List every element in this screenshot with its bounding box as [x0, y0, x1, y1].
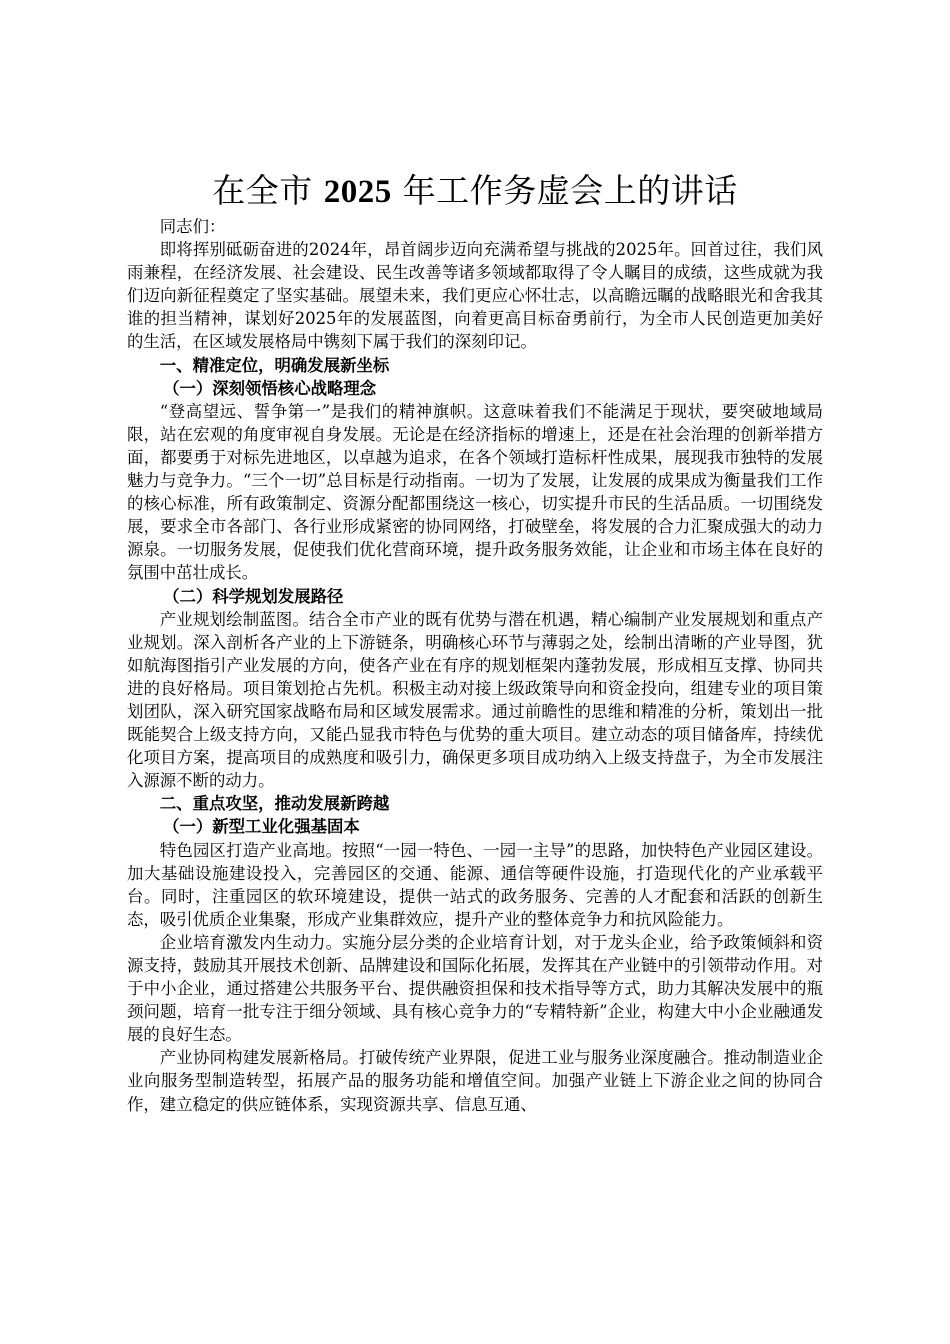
- section-1-sub-1-heading: （一）深刻领悟核心战略理念: [163, 378, 377, 398]
- title-prefix: 在全市: [212, 171, 324, 210]
- section-1-heading: 一、精准定位，明确发展新坐标: [159, 355, 390, 375]
- title-suffix: 年工作务虚会上的讲话: [391, 171, 738, 210]
- section-2-sub-1-paragraph-2: 企业培育激发内生动力。实施分层分类的企业培育计划，对于龙头企业，给予政策倾斜和资源支持，鼓励其开展技术创新、品牌建设和国际化拓展，发挥其在产业链中的引领带动作用。对于中小企业，通过搭建公共服务平台、提供融资担保和技术指导等方式，助力其解决发展中的瓶颈问题，培育一批专注于细分领域、具有核心竞争力的“专精特新”企业，构建大中小企业融通发展的良好生态。: [127, 932, 823, 1045]
- section-1-sub-1-paragraph: “登高望远、誓争第一”是我们的精神旗帜。这意味着我们不能满足于现状，要突破地域局限，站在宏观的角度审视自身发展。无论是在经济指标的增速上，还是在社会治理的创新举措方面，都要勇于对标先进地区，以卓越为追求，在各个领域打造标杆性成果，展现我市独特的发展魅力与竞争力。“三个一切”总目标是行动指南。一切为了发展，让发展的成果成为衡量我们工作的核心标准，所有政策制定、资源分配都围绕这一核心，切实提升市民的生活品质。一切围绕发展，要求全市各部门、各行业形成紧密的协同网络，打破壁垒，将发展的合力汇聚成强大的动力源泉。一切服务发展，促使我们优化营商环境，提升政务服务效能，让企业和市场主体在良好的氛围中茁壮成长。: [127, 401, 823, 583]
- title-year: 2025: [323, 174, 392, 210]
- document-title: [127, 168, 823, 215]
- document-page: [127, 168, 823, 1116]
- section-2-sub-1-paragraph-3: 产业协同构建发展新格局。打破传统产业界限，促进工业与服务业深度融合。推动制造业企业向服务型制造转型，拓展产品的服务功能和增值空间。加强产业链上下游企业之间的协同合作，建立稳定的供应链体系，实现资源共享、信息互通、: [127, 1048, 823, 1114]
- document-body: [127, 215, 823, 1116]
- section-2-sub-1-paragraph-1: 特色园区打造产业高地。按照“一园一特色、一园一主导”的思路，加快特色产业园区建设。加大基础设施建设投入，完善园区的交通、能源、通信等硬件设施，打造现代化的产业承载平台。同时，注重园区的软环境建设，提供一站式的政务服务、完善的人才配套和活跃的创新生态，吸引优质企业集聚，形成产业集群效应，提升产业的整体竞争力和抗风险能力。: [127, 840, 823, 929]
- salutation: 同志们：: [159, 217, 226, 236]
- section-2-sub-1-heading: （一）新型工业化强基固本: [163, 817, 360, 837]
- section-1-sub-2-paragraph: 产业规划绘制蓝图。结合全市产业的既有优势与潜在机遇，精心编制产业发展规划和重点产业规划。深入剖析各产业的上下游链条，明确核心环节与薄弱之处，绘制出清晰的产业导图，犹如航海图指引产业发展的方向，使各产业在有序的规划框架内蓬勃发展，形成相互支撑、协同共进的良好格局。项目策划抢占先机。积极主动对接上级政策导向和资金投向，组建专业的项目策划团队，深入研究国家战略布局和区域发展需求。通过前瞻性的思维和精准的分析，策划出一批既能契合上级支持方向，又能凸显我市特色与优势的重大项目。建立动态的项目储备库，持续优化项目方案，提高项目的成熟度和吸引力，确保更多项目成功纳入上级支持盘子，为全市发展注入源源不断的动力。: [127, 609, 823, 791]
- section-1-sub-2-heading: （二）科学规划发展路径: [163, 586, 344, 606]
- section-2-heading: 二、重点攻坚，推动发展新跨越: [159, 794, 390, 814]
- intro-paragraph: 即将挥别砥砺奋进的2024年，昂首阔步迈向充满希望与挑战的2025年。回首过往，我们风雨兼程，在经济发展、社会建设、民生改善等诸多领域都取得了令人瞩目的成绩，这些成就为我们迈向新征程奠定了坚实基础。展望未来，我们更应心怀壮志，以高瞻远瞩的战略眼光和舍我其谁的担当精神，谋划好2025年的发展蓝图，向着更高目标奋勇前行，为全市人民创造更加美好的生活，在区域发展格局中镌刻下属于我们的深刻印记。: [127, 240, 823, 352]
